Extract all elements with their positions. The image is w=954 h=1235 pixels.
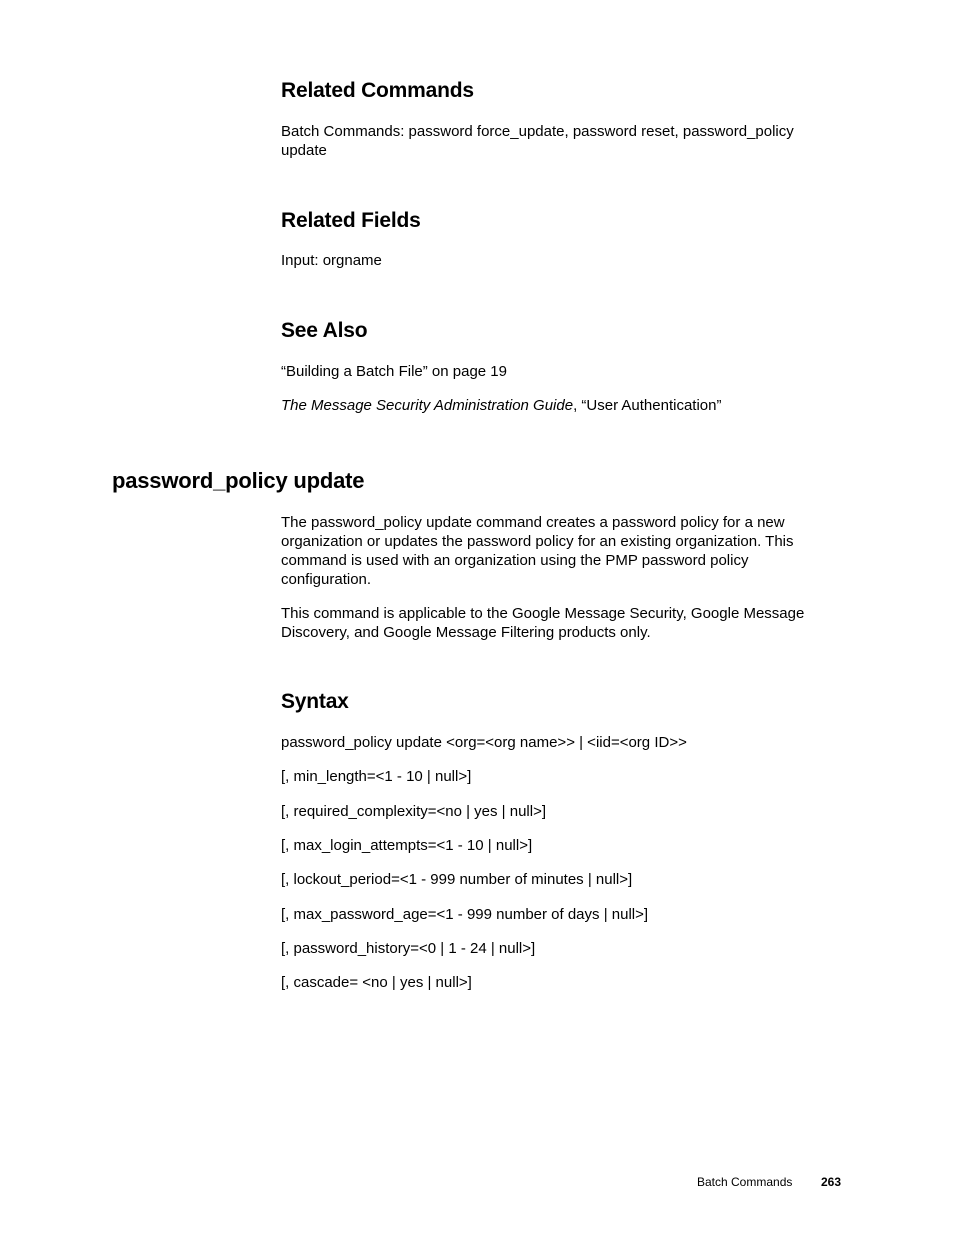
related-fields-text: Input: orgname — [281, 252, 382, 269]
syntax-heading: Syntax — [281, 690, 349, 713]
footer-page-number: 263 — [821, 1175, 842, 1189]
syntax-line: password_policy update <org=<org name>> | <iid=<org ID>> — [281, 734, 687, 751]
guide-title: The Message Security Administration Guide — [281, 397, 574, 414]
syntax-line: [, min_length=<1 - 10 | null>] — [281, 768, 472, 785]
syntax-line: [, max_login_attempts=<1 - 10 | null>] — [281, 837, 533, 854]
footer-chapter: Batch Commands — [697, 1175, 793, 1189]
section-paragraph-1: The password_policy update command creates a password policy for a new organization or updates the password policy for an existing organization. This command is used with an organization using the PMP password policy configuration. — [281, 514, 794, 588]
syntax-line: [, cascade= <no | yes | null>] — [281, 974, 472, 991]
see-also-guide-reference — [281, 396, 721, 415]
syntax-line: [, required_complexity=<no | yes | null>] — [281, 803, 547, 820]
section-title: password_policy update — [112, 468, 365, 493]
see-also-heading: See Also — [281, 319, 368, 342]
related-commands-heading: Related Commands — [281, 79, 474, 102]
guide-section: , “User Authentication” — [573, 397, 722, 414]
syntax-line: [, max_password_age=<1 - 999 number of days | null>] — [281, 906, 649, 923]
syntax-line: [, password_history=<0 | 1 - 24 | null>] — [281, 940, 536, 957]
see-also-batch-file-link[interactable]: “Building a Batch File” on page 19 — [281, 363, 507, 380]
related-commands-text: Batch Commands: password force_update, password reset, password_policy update — [281, 123, 794, 159]
syntax-line: [, lockout_period=<1 - 999 number of minutes | null>] — [281, 871, 633, 888]
related-fields-heading: Related Fields — [281, 209, 421, 232]
section-paragraph-2: This command is applicable to the Google Message Security, Google Message Discovery, and Google Message Filtering products only. — [281, 605, 805, 641]
